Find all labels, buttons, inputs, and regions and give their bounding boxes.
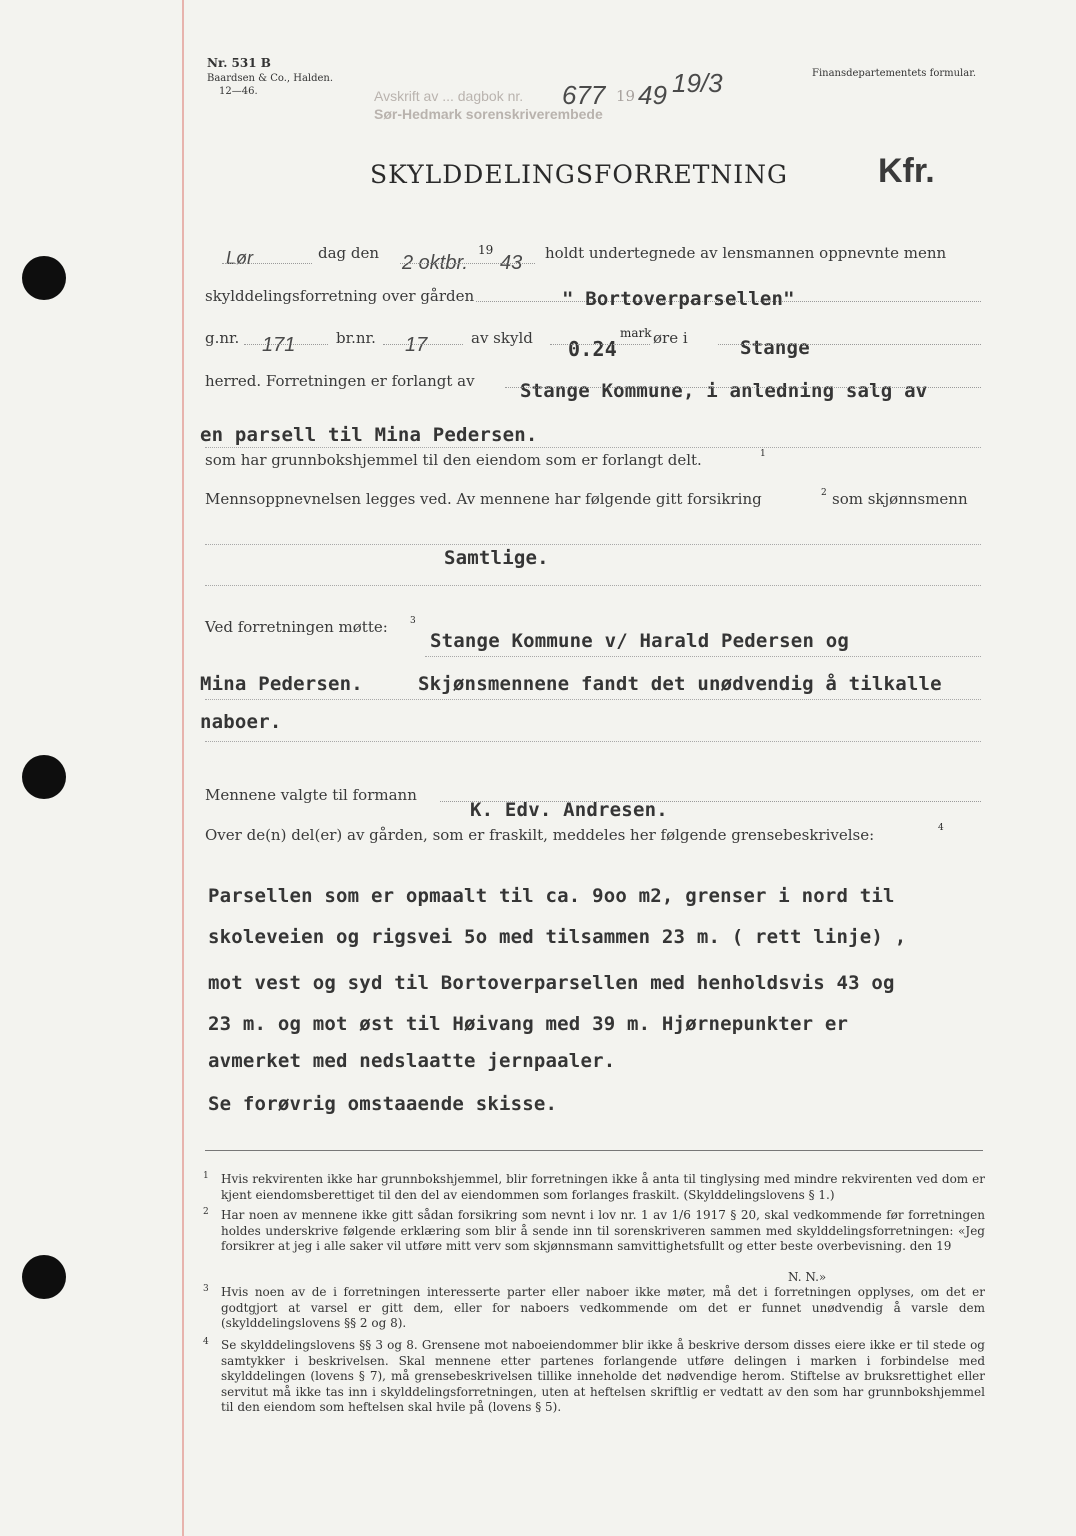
grense-label: Over de(n) del(er) av gården, som er fraskilt, meddeles her følgende grensebeskrivelse: <box>205 826 875 844</box>
over-garden-label: skylddelingsforretning over gården <box>205 287 475 305</box>
motte-line-2b: Skjønsmennene fandt det unødvendig å tilkalle <box>418 673 942 695</box>
requester-line-1: Stange Kommune, i anledning salg av <box>520 380 928 402</box>
footnote-1: 1 Hvis rekvirenten ikke har grunnbokshjemmel, blir forretningen ikke å anta til tinglysing med mindre rekvirenten ved dom er kjent eiendomsberettiget til den del av eiendommen som forlanges fraskilt. (Skylddelingslovens § 1.) <box>203 1171 985 1202</box>
grense-line-3: mot vest og syd til Bortoverparsellen med henholdsvis 43 og <box>208 972 895 994</box>
kfr-mark: Kfr. <box>878 152 935 190</box>
footnote-3: 3 Hvis noen av de i forretningen interesserte parter eller naboer ikke møter, må det i forretningen opplyses, om det er godtgjort at varsel er gitt dem, eller for naboers vedkommende om det er funnet unødvendig å varsle dem (skylddelingslovens §§ 2 og 8). <box>203 1284 985 1330</box>
printer-name: Baardsen & Co., Halden. <box>207 73 334 84</box>
stamp-line-2: Sør-Hedmark sorenskriverembede <box>374 106 603 122</box>
ministry-note: Finansdepartementets formular. <box>812 68 977 79</box>
gnr-label: g.nr. <box>205 329 240 347</box>
farm-name: " Bortoverparsellen" <box>562 288 795 310</box>
dagbok-date: 19/3 <box>672 68 723 98</box>
date: 2 oktbr. <box>402 252 468 274</box>
motte-line-1: Stange Kommune v/ Harald Pedersen og <box>430 630 850 652</box>
herred-label: herred. Forretningen er forlangt av <box>205 372 475 390</box>
binder-hole-bottom <box>22 1255 66 1299</box>
grense-line-6: Se forøvrig omstaaende skisse. <box>208 1093 558 1115</box>
motte-line-2a: Mina Pedersen. <box>200 673 363 695</box>
motte-ref: 3 <box>410 616 416 626</box>
document-title: SKYLDDELINGSFORRETNING <box>370 160 789 189</box>
ore-label: øre i <box>653 329 688 347</box>
weekday: Lør <box>226 248 253 268</box>
formann-label: Mennene valgte til formann <box>205 786 417 804</box>
menn-text-2: som skjønnsmenn <box>832 490 968 508</box>
binder-hole-top <box>22 256 66 300</box>
herred-name: Stange <box>740 337 810 359</box>
menn-text: Mennsoppnevnelsen legges ved. Av mennene har følgende gitt forsikring <box>205 490 762 508</box>
motte-line-3: naboer. <box>200 711 282 733</box>
footnote-2-sign: N. N.» <box>788 1270 827 1284</box>
grense-line-4: 23 m. og mot øst til Høivang med 39 m. Hjørnepunkter er <box>208 1013 849 1035</box>
year-prefix: 19 <box>478 243 494 257</box>
form-number: Nr. 531 B <box>207 56 271 70</box>
footnote-4: 4 Se skylddelingslovens §§ 3 og 8. Grensene mot naboeiendommer blir ikke å beskrive dersom disses eiere ikke er til stede og samtykker i beskrivelsen. Skal mennene etter partenes forlangende utføre delingen i marken i forbindelse med skylddelingen (lovens § 7), må grensebeskrivelsen tillike inneholde det nødvendige herom. Stiftelse av bruksrettighet eller servitut må ikke tas inn i skylddelingsforretningen, uten at heftelsen skriftlig er vedtatt av den som har grunnbokshjemmel til den eiendom som heftelsen skal hvile på (lovens § 5). <box>203 1337 985 1414</box>
gnr-value: 171 <box>262 334 296 356</box>
skyld-label: av skyld <box>471 329 533 347</box>
year: 43 <box>500 252 523 274</box>
grense-line-2: skoleveien og rigsvei 5o med tilsammen 23 m. ( rett linje) , <box>208 926 907 948</box>
brnr-label: br.nr. <box>336 329 376 347</box>
binder-hole-middle <box>22 755 66 799</box>
hjemmel-text: som har grunnbokshjemmel til den eiendom som er forlangt delt. <box>205 451 702 469</box>
footnote-2: 2 Har noen av mennene ikke gitt sådan forsikring som nevnt i lov nr. 1 av 1/6 1917 § 20, skal vedkommende før forretningen holdes underskrive følgende erklæring som blir å sende inn til sorenskriveren sammen med skylddelingsforretningen: «Jeg forsikrer at jeg i alle saker vil utføre mitt verv som skjønnsmann samvittighetsfullt og etter beste overbevisning. den 19 <box>203 1207 985 1253</box>
dagbok-number: 677 <box>562 80 606 110</box>
grense-ref: 4 <box>938 823 944 833</box>
brnr-value: 17 <box>405 334 428 356</box>
left-margin-rule <box>182 0 184 1536</box>
stamp-line-1: Avskrift av ... dagbok nr. <box>374 88 524 104</box>
footnote-separator <box>205 1150 983 1151</box>
holdt-text: holdt undertegnede av lensmannen oppnevnte menn <box>545 244 947 262</box>
motte-label: Ved forretningen møtte: <box>205 618 388 636</box>
sworn-men: Samtlige. <box>444 547 549 569</box>
skyld-value: 0.24 <box>568 337 617 361</box>
grense-line-1: Parsellen som er opmaalt til ca. 9oo m2, grenser i nord til <box>208 885 895 907</box>
mark-label: mark <box>620 326 652 340</box>
requester-line-2: en parsell til Mina Pedersen. <box>200 424 538 446</box>
grense-line-5: avmerket med nedslaatte jernpaaler. <box>208 1050 616 1072</box>
formann-name: K. Edv. Andresen. <box>470 799 668 821</box>
dagbok-year-prefix: 19 <box>616 87 636 105</box>
menn-ref: 2 <box>821 488 827 498</box>
dag-den-label: dag den <box>318 244 380 262</box>
dagbok-year: 49 <box>638 80 667 110</box>
hjemmel-ref: 1 <box>760 449 766 459</box>
print-date: 12—46. <box>219 86 258 97</box>
